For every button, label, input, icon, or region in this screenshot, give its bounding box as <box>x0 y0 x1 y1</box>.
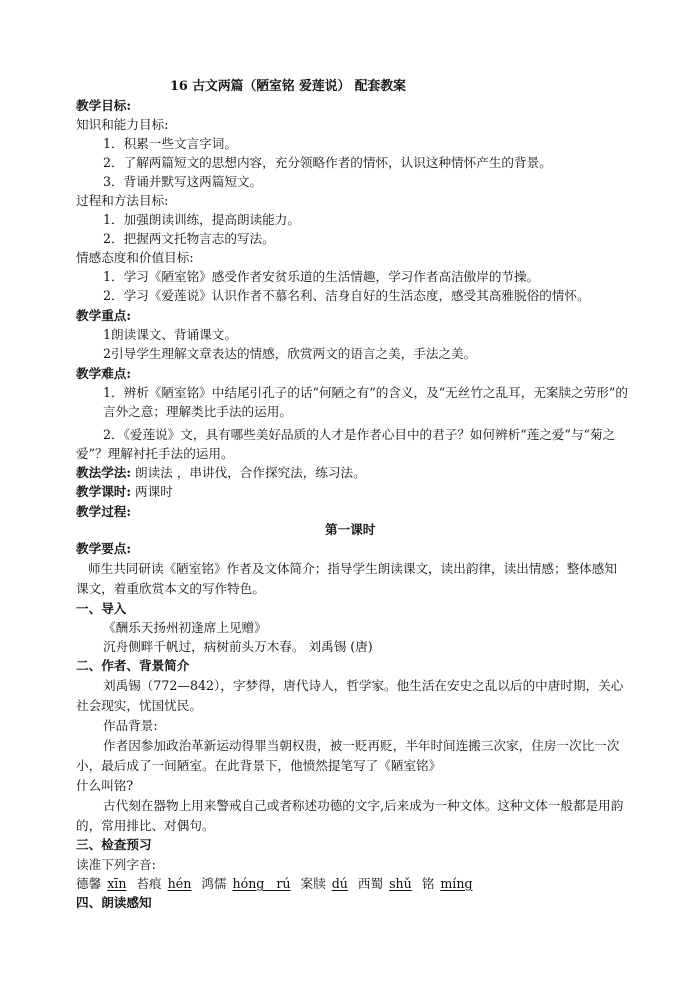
ming-explanation-continued: 的，常用排比、对偶句。 <box>76 818 215 833</box>
essentials-text-continued: 课文，着重欣赏本文的写作特色。 <box>76 581 265 596</box>
pinyin-word: 铭 <box>421 876 435 891</box>
key-points-heading: 教学重点: <box>76 308 132 323</box>
teaching-goals-heading: 教学目标: <box>76 98 132 113</box>
pronunciation-prompt: 读准下列字音: <box>76 857 156 872</box>
background-label: 作品背景: <box>103 718 158 733</box>
difficult-point-item: 1．辨析《陋室铭》中结尾引孔子的话“何陋之有”的含义，及“无丝竹之乱耳，无案牍之劳形”的 <box>103 385 628 400</box>
pinyin-word: 苔痕 <box>136 876 162 891</box>
hours-value: 两课时 <box>135 484 173 499</box>
knowledge-goals-label: 知识和能力目标: <box>76 117 169 132</box>
poem-line: 沉舟侧畔千帆过，病树前头万木春。 刘禹锡 (唐) <box>103 639 373 654</box>
emotion-goal-item: 2．学习《爱莲说》认识作者不慕名利、洁身自好的生活态度，感受其高雅脱俗的情怀。 <box>103 288 590 303</box>
essentials-text: 师生共同研读《陋室铭》作者及文体简介；指导学生朗读课文，读出韵律，读出情感；整体感知 <box>88 561 617 576</box>
key-point-item: 2引导学生理解文章表达的情感，欣赏两文的语言之美，手法之美。 <box>103 346 477 361</box>
knowledge-goal-item: 2．了解两篇短文的思想内容，充分领略作者的情怀，认识这种情怀产生的背景。 <box>103 155 552 170</box>
process-goal-item: 1．加强朗读训练，提高朗读能力。 <box>103 212 300 227</box>
knowledge-goal-item: 1．积累一些文言字词。 <box>103 136 237 151</box>
difficult-point-item-continued: 言外之意；理解类比手法的运用。 <box>103 404 292 419</box>
pinyin-pronunciation: shǔ <box>389 876 412 891</box>
emotion-goal-item: 1．学习《陋室铭》感受作者安贫乐道的生活情趣，学习作者高洁傲岸的节操。 <box>103 269 540 284</box>
emotion-goals-label: 情感态度和价值目标: <box>76 250 194 265</box>
background-text-continued: 小，最后成了一间陋室。在此背景下，他愤然提笔写了《陋室铭》 <box>76 758 442 773</box>
ming-question: 什么叫铭? <box>76 778 134 793</box>
key-point-item: 1朗读课文、背诵课文。 <box>103 327 237 342</box>
section-reading-heading: 四、朗读感知 <box>76 895 152 910</box>
hours-line <box>76 483 173 501</box>
process-goals-label: 过程和方法目标: <box>76 193 169 208</box>
section-author-heading: 二、作者、背景简介 <box>76 658 190 673</box>
pinyin-word: 西蜀 <box>357 876 384 891</box>
methods-line <box>76 464 366 482</box>
difficult-points-heading: 教学难点: <box>76 366 132 381</box>
process-heading: 教学过程: <box>76 504 132 519</box>
pinyin-word: 案牍 <box>300 876 326 891</box>
page-title: 16 古文两篇（陋室铭 爱莲说） 配套教案 <box>170 79 406 94</box>
poem-title: 《酬乐天扬州初逢席上见赠》 <box>103 620 267 635</box>
knowledge-goal-item: 3．背诵并默写这两篇短文。 <box>103 174 263 189</box>
pinyin-pronunciation: hén <box>167 876 192 891</box>
methods-label: 教法学法: <box>76 465 132 480</box>
pinyin-word: 鸿儒 <box>201 876 227 891</box>
pinyin-word: 德馨 <box>76 876 102 891</box>
methods-value: 朗读法 ，串讲伐，合作探究法，练习法。 <box>135 465 366 480</box>
process-goal-item: 2．把握两文托物言志的写法。 <box>103 231 275 246</box>
section-preview-heading: 三、检查预习 <box>76 837 152 852</box>
ming-explanation: 古代刻在器物上用来警戒自己或者称述功德的文字,后来成为一种文体。这种文体一般都是用韵 <box>103 798 624 813</box>
background-text: 作者因参加政治革新运动得罪当朝权贵，被一贬再贬，半年时间连搬三次家，住房一次比一次 <box>103 738 620 753</box>
pinyin-pronunciation: míng <box>440 876 473 891</box>
pinyin-pronunciation: hóng rú <box>232 876 291 891</box>
difficult-point-item-continued: 爱”？理解衬托手法的运用。 <box>76 446 234 461</box>
section-intro-heading: 一、导入 <box>76 601 127 616</box>
author-intro-continued: 社会现实，忧国忧民。 <box>76 698 202 713</box>
author-intro: 刘禹锡（772—842），字梦得，唐代诗人，哲学家。他生活在安史之乱以后的中唐时期，关心 <box>103 678 624 693</box>
difficult-point-item: 2．《爱莲说》文，具有哪些美好品质的人才是作者心目中的君子？如何辨析“莲之爱”与“菊之 <box>103 427 616 442</box>
pinyin-pronunciation: dú <box>331 876 348 891</box>
essentials-label: 教学要点: <box>76 541 132 556</box>
first-lesson-heading: 第一课时 <box>325 522 376 537</box>
pronunciation-list <box>76 875 473 893</box>
hours-label: 教学课时: <box>76 484 132 499</box>
pinyin-pronunciation: xīn <box>107 876 127 891</box>
